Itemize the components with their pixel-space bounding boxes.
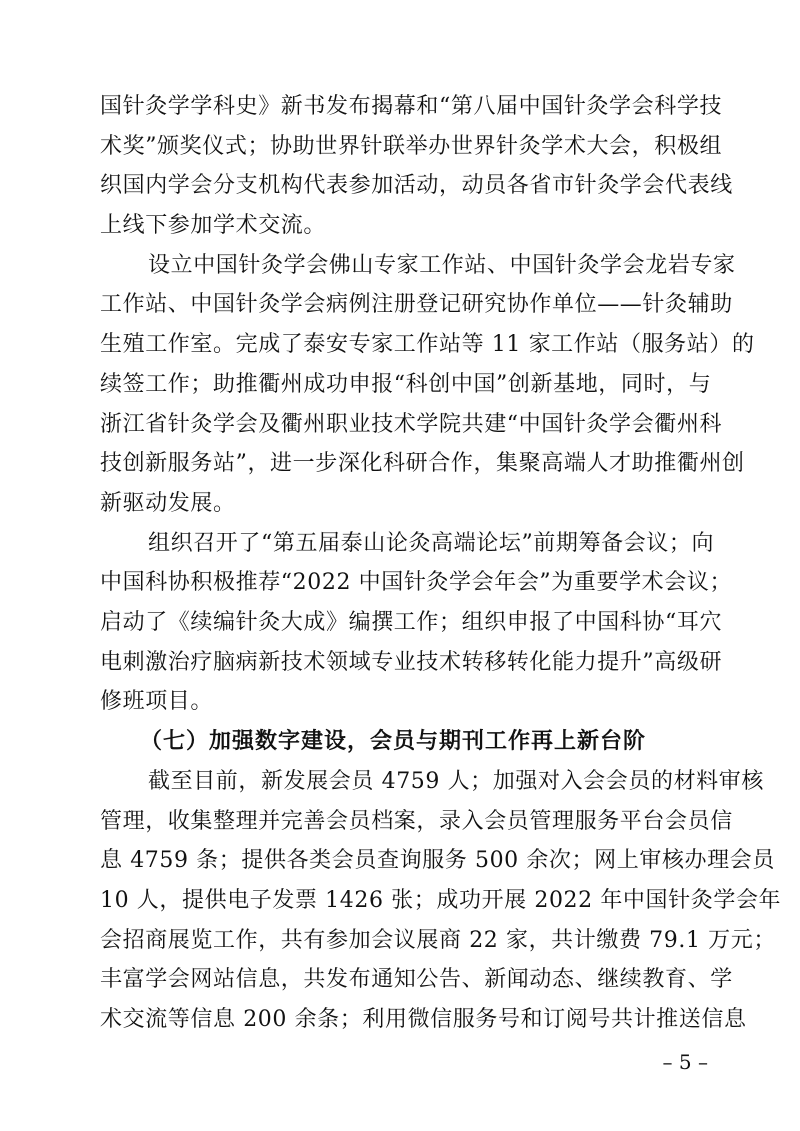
text-line: 中国科协积极推荐“2022 中国针灸学会年会”为重要学术会议； — [100, 570, 733, 595]
text-line: 技创新服务站”，进一步深化科研合作，集聚高端人才助推衢州创 — [100, 451, 745, 476]
text-line: 生殖工作室。完成了泰安专家工作站等 11 家工作站（服务站）的 — [100, 332, 755, 357]
text-line: 术奖”颁奖仪式；协助世界针联举办世界针灸学术大会，积极组 — [100, 134, 723, 159]
text-line: 浙江省针灸学会及衢州职业技术学院共建“中国针灸学会衢州科 — [100, 412, 723, 437]
text-line: 电刺激治疗脑病新技术领域专业技术转移转化能力提升”高级研 — [100, 650, 723, 675]
text-line: 国针灸学学科史》新书发布揭幕和“第八届中国针灸学会科学技 — [100, 94, 723, 119]
paragraph-first-line: 设立中国针灸学会佛山专家工作站、中国针灸学会龙岩专家 — [148, 253, 736, 278]
page-number: – 5 – — [662, 1050, 708, 1074]
text-line: 息 4759 条；提供各类会员查询服务 500 余次；网上审核办理会员 — [100, 848, 775, 873]
text-line: 丰富学会网站信息，共发布通知公告、新闻动态、继续教育、学 — [100, 967, 733, 992]
paragraph-first-line: 组织召开了“第五届泰山论灸高端论坛”前期筹备会议；向 — [148, 531, 715, 556]
paragraph-first-line: 截至目前，新发展会员 4759 人；加强对入会会员的材料审核 — [148, 769, 764, 794]
text-line: 续签工作；助推衢州成功申报“科创中国”创新基地，同时，与 — [100, 372, 712, 397]
text-line: 修班项目。 — [100, 689, 214, 714]
text-line: 启动了《续编针灸大成》编撰工作；组织申报了中国科协“耳穴 — [100, 610, 723, 635]
text-line: 织国内学会分支机构代表参加活动，动员各省市针灸学会代表线 — [100, 173, 733, 198]
section-heading: （七）加强数字建设，会员与期刊工作再上新台阶 — [140, 729, 647, 754]
text-line: 10 人，提供电子发票 1426 张；成功开展 2022 年中国针灸学会年 — [100, 888, 782, 913]
text-line: 上线下参加学术交流。 — [100, 213, 327, 238]
text-line: 术交流等信息 200 余条；利用微信服务号和订阅号共计推送信息 — [100, 1007, 747, 1032]
text-line: 工作站、中国针灸学会病例注册登记研究协作单位——针灸辅助 — [100, 292, 733, 317]
text-line: 会招商展览工作，共有参加会议展商 22 家，共计缴费 79.1 万元； — [100, 928, 776, 953]
text-line: 管理，收集整理并完善会员档案，录入会员管理服务平台会员信 — [100, 809, 733, 834]
text-line: 新驱动发展。 — [100, 491, 236, 516]
